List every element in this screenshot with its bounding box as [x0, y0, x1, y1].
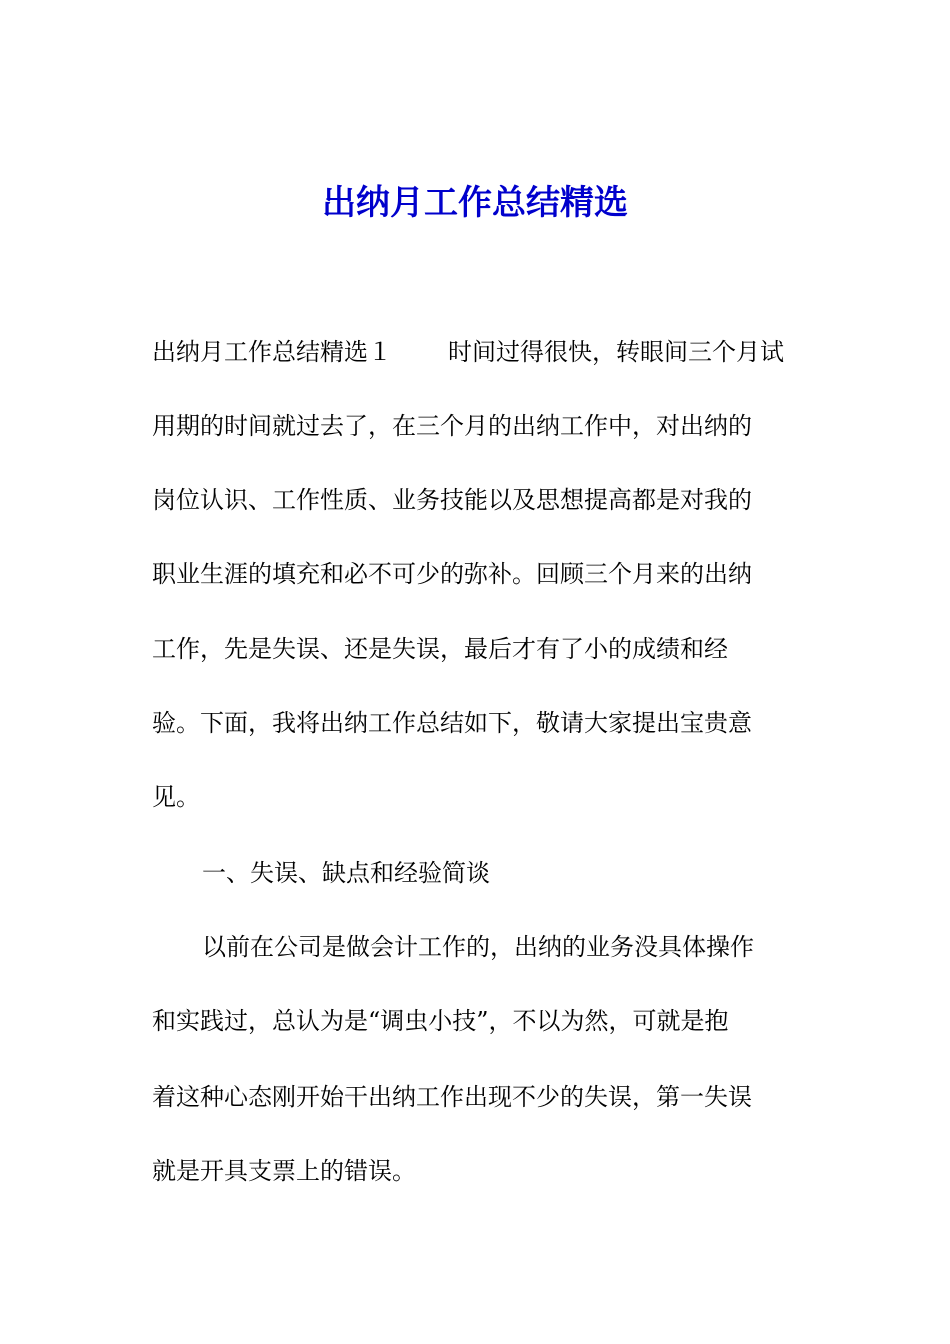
paragraph-line-2: 用期的时间就过去了，在三个月的出纳工作中，对出纳的	[152, 412, 752, 440]
paragraph-line-4: 职业生涯的填充和必不可少的弥补。回顾三个月来的出纳	[152, 560, 752, 588]
section-label: 出纳月工作总结精选１	[152, 338, 392, 366]
paragraph-2-line-3: 着这种心态刚开始干出纳工作出现不少的失误，第一失误	[152, 1083, 752, 1111]
document-title: 出纳月工作总结精选	[322, 183, 628, 223]
paragraph-line-7: 见。	[152, 783, 200, 811]
section-heading: 一、失误、缺点和经验简谈	[202, 859, 490, 887]
paragraph-2-line-1: 以前在公司是做会计工作的，出纳的业务没具体操作	[202, 933, 754, 961]
paragraph-2-line-4: 就是开具支票上的错误。	[152, 1157, 416, 1185]
paragraph-line-6: 验。下面，我将出纳工作总结如下，敬请大家提出宝贵意	[152, 709, 752, 737]
paragraph-line-1	[152, 335, 784, 369]
paragraph-2-line-2: 和实践过，总认为是“调虫小技”，不以为然，可就是抱	[152, 1007, 729, 1035]
line-text: 时间过得很快，转眼间三个月试	[448, 338, 784, 366]
paragraph-line-3: 岗位认识、工作性质、业务技能以及思想提高都是对我的	[152, 486, 752, 514]
paragraph-line-5: 工作，先是失误、还是失误，最后才有了小的成绩和经	[152, 635, 728, 663]
